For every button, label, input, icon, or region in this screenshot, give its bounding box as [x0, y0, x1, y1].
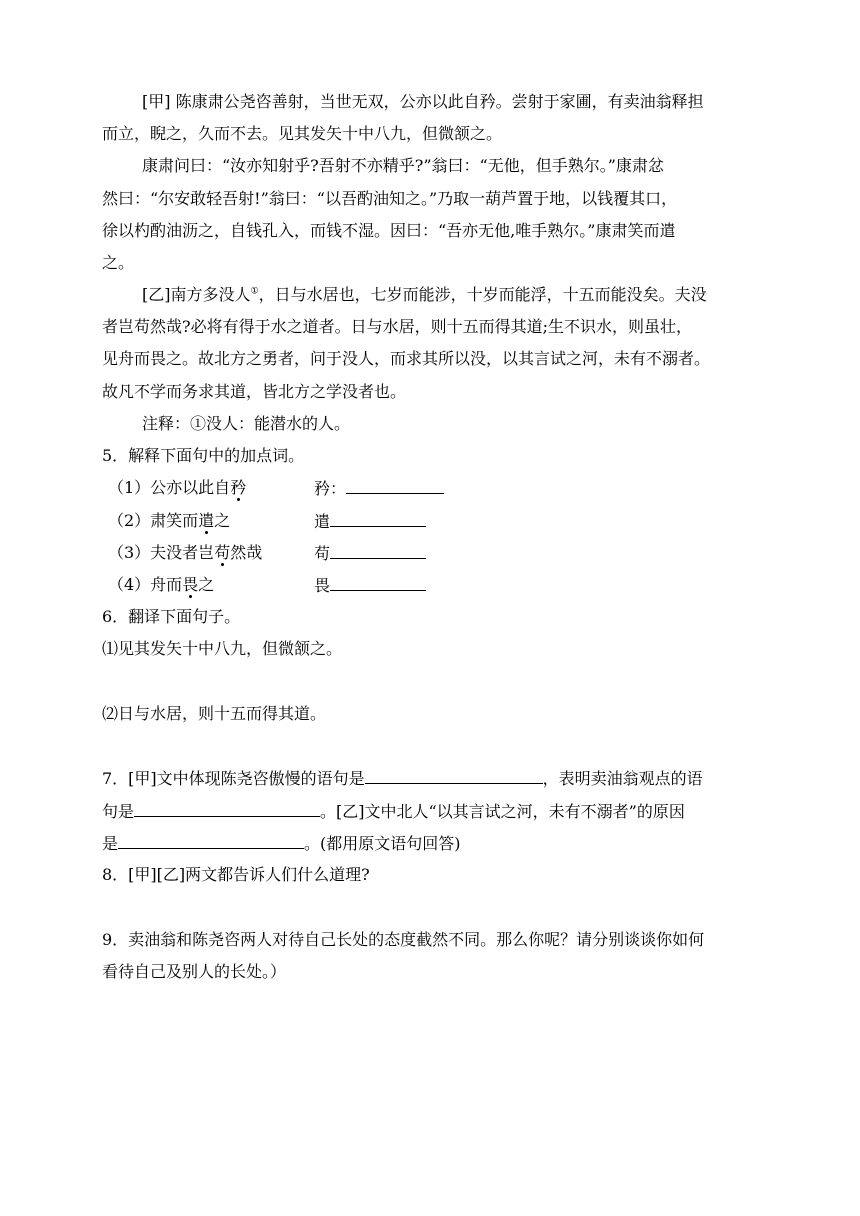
passage-yi-text: [乙]南方多没人 — [142, 285, 251, 304]
question-8: 8．[甲][乙]两文都告诉人们什么道理? — [102, 865, 370, 884]
answer-blank[interactable] — [330, 574, 426, 591]
vocab-label: 矜： — [314, 479, 347, 498]
answer-blank[interactable] — [346, 477, 444, 494]
question-7-text: ，表明卖油翁观点的语 — [542, 769, 703, 788]
vocab-item — [108, 542, 262, 564]
question-7-line — [102, 832, 461, 855]
vocab-label: 遣 — [314, 512, 331, 531]
vocab-sentence-pre: （3）夫没者岂 — [108, 543, 215, 562]
dotted-word: 畏 — [182, 575, 199, 594]
question-9-line: 9．卖油翁和陈尧咨两人对待自己长处的态度截然不同。那么你呢？请分别谈谈你如何 — [102, 930, 705, 949]
passage-jia-line: [甲] 陈康肃公尧咨善射，当世无双，公亦以此自矜。尝射于家圃，有卖油翁释担 — [142, 92, 704, 111]
passage-yi-line: 故凡不学而务求其道，皆北方之学没者也。 — [102, 382, 407, 401]
vocab-sentence-post: 之 — [214, 511, 231, 530]
answer-blank[interactable] — [134, 800, 320, 817]
passage-yi-line: 见舟而畏之。故北方之勇者，问于没人，而求其所以没，以其言试之河，未有不溺者。 — [102, 349, 711, 368]
vocab-answer — [314, 477, 444, 500]
vocab-sentence-post: 然哉 — [230, 543, 263, 562]
vocab-sentence-post: 之 — [198, 575, 215, 594]
question-6-title: 6．翻译下面句子。 — [102, 607, 241, 626]
vocab-sentence-pre: （1）公亦以此自 — [108, 478, 231, 497]
answer-blank[interactable] — [118, 832, 304, 849]
question-5-title: 5．解释下面句中的加点词。 — [102, 446, 305, 465]
vocab-item — [108, 574, 214, 596]
answer-blank[interactable] — [330, 542, 426, 559]
question-9-line: 看待自己及别人的长处。） — [102, 962, 287, 981]
passage-yi-line — [142, 284, 707, 306]
question-7-line — [102, 800, 685, 823]
question-7-line — [102, 767, 703, 790]
passage-jia-line: 之。 — [102, 253, 135, 272]
passage-jia-line: 然曰：“尔安敢轻吾射!”翁曰：“以吾酌油知之。”乃取一葫芦置于地，以钱覆其口， — [102, 189, 678, 208]
vocab-answer — [314, 510, 426, 533]
question-7-text: 是 — [102, 834, 119, 853]
translate-sentence-1: ⑴见其发矢十中八九，但微颔之。 — [102, 639, 343, 658]
footnote: 注释：①没人：能潜水的人。 — [142, 414, 351, 433]
question-7-text: 。[乙]文中北人“以其言试之河，未有不溺者”的原因 — [320, 802, 685, 821]
vocab-answer — [314, 542, 426, 565]
vocab-sentence-pre: （2）肃笑而 — [108, 511, 199, 530]
question-7-text: 句是 — [102, 802, 135, 821]
vocab-answer — [314, 574, 426, 597]
question-7-text: 。(都用原文语句回答) — [304, 834, 461, 853]
passage-jia-line: 而立，睨之，久而不去。见其发矢十中八九，但微颔之。 — [102, 124, 503, 143]
vocab-sentence-pre: （4）舟而 — [108, 575, 183, 594]
question-7-text: 7．[甲]文中体现陈尧咨傲慢的语句是 — [102, 769, 365, 788]
passage-yi-line: 者岂苟然哉?必将有得于水之道者。日与水居，则十五而得其道;生不识水，则虽壮， — [102, 317, 692, 336]
dotted-word: 矜 — [230, 478, 247, 497]
passage-jia-line: 徐以杓酌油沥之，自钱孔入，而钱不湿。因曰：“吾亦无他,唯手熟尔。”康肃笑而遣 — [102, 221, 676, 240]
footnote-marker: ① — [250, 286, 259, 297]
passage-yi-text: ，日与水居也，七岁而能涉，十岁而能浮，十五而能没矣。夫没 — [258, 285, 707, 304]
passage-jia-line: 康肃问曰：“汝亦知射乎?吾射不亦精乎?”翁曰：“无他，但手熟尔。”康肃忿 — [142, 156, 664, 175]
vocab-item — [108, 477, 246, 499]
vocab-label: 苟 — [314, 544, 331, 563]
translate-sentence-2: ⑵日与水居，则十五而得其道。 — [102, 704, 327, 723]
vocab-item — [108, 510, 230, 532]
answer-blank[interactable] — [365, 767, 543, 784]
dotted-word: 遣 — [198, 511, 215, 530]
dotted-word: 苟 — [214, 543, 231, 562]
vocab-label: 畏 — [314, 576, 331, 595]
answer-blank[interactable] — [330, 510, 426, 527]
